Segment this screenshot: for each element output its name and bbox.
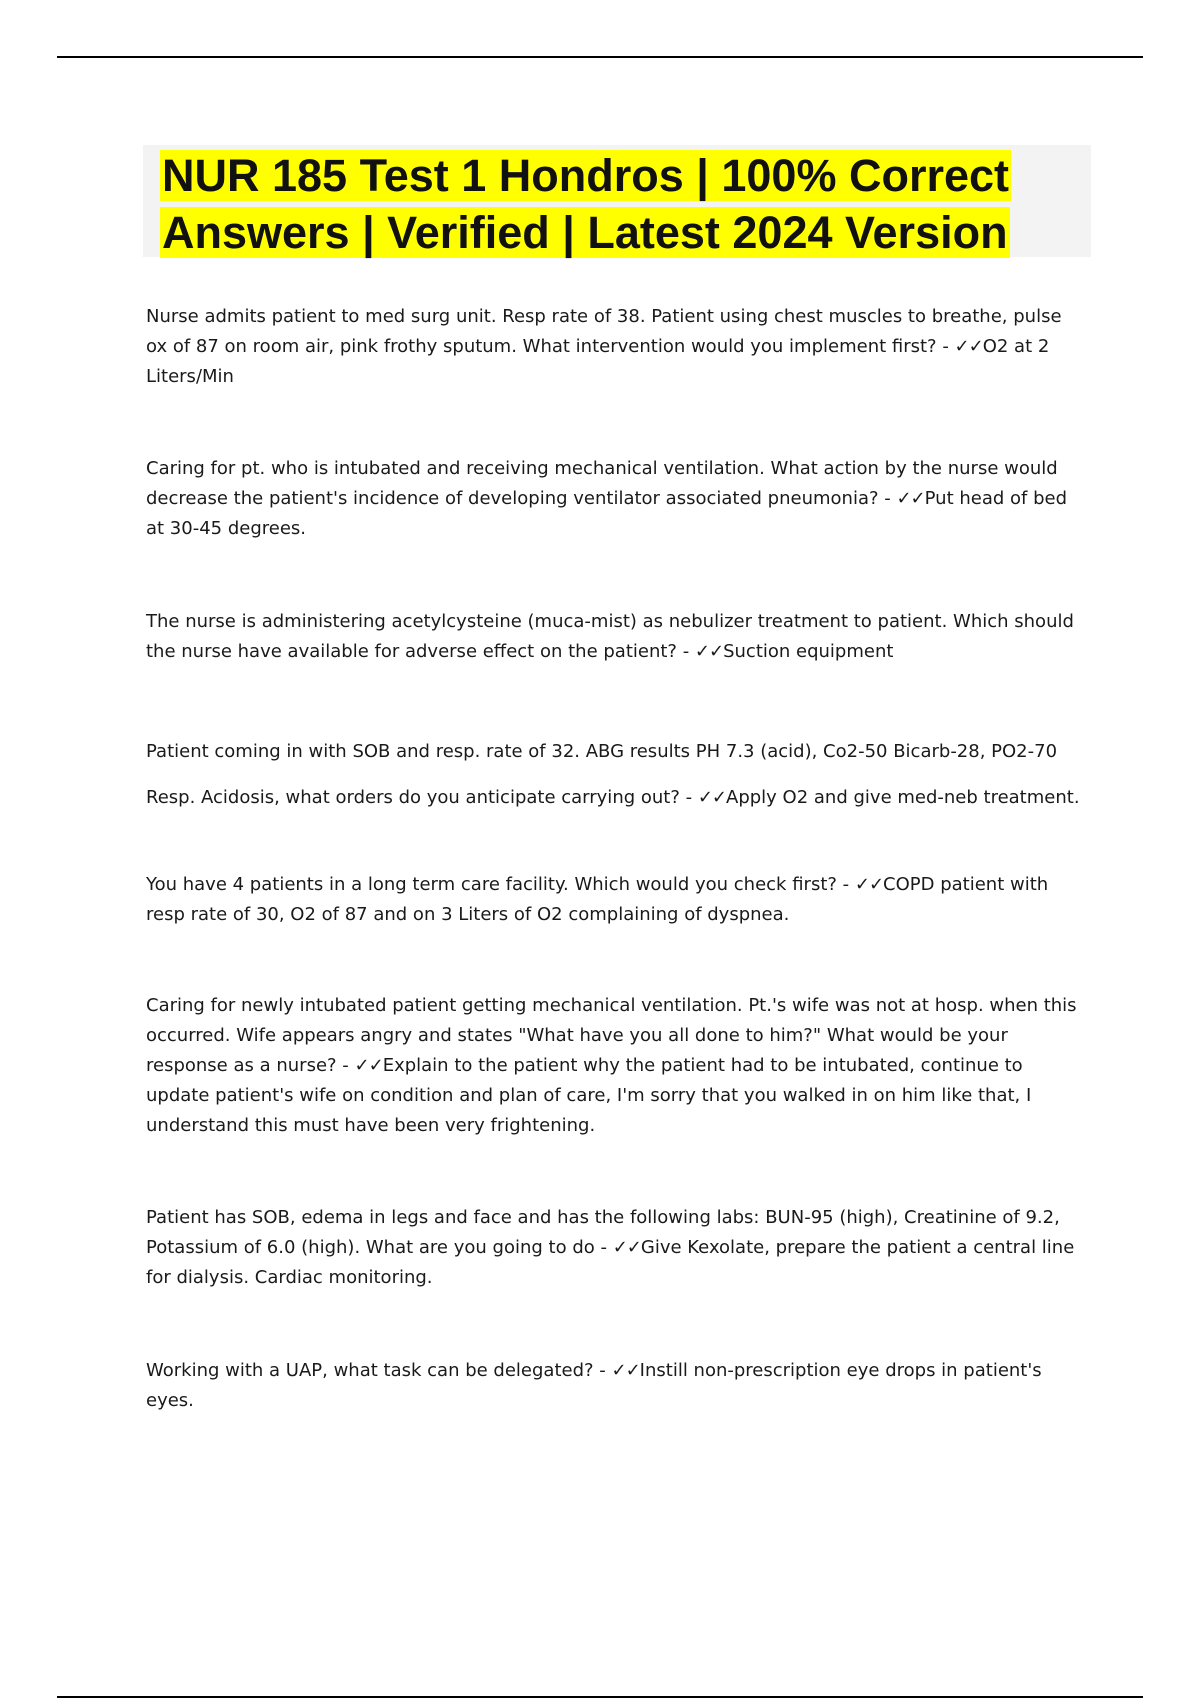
- answer-text: Apply O2 and give med-neb treatment.: [726, 787, 1080, 808]
- question-text-line-1: Patient coming in with SOB and resp. rate of 32. ABG results PH 7.3 (acid), Co2-50 Bicarb-28, PO2-70: [146, 741, 1058, 762]
- question-text: Nurse admits patient to med surg unit. Resp rate of 38. Patient using chest muscles to breathe, pulse ox of 87 on room air, pink frothy sputum. What intervention would you implement first? -: [146, 306, 1062, 357]
- answer-text: Instill non-prescription eye drops in patient's eyes.: [146, 1360, 1042, 1411]
- checkmark-icon: ✓✓: [697, 787, 727, 808]
- question-text: Working with a UAP, what task can be delegated? -: [146, 1360, 612, 1381]
- answer-text: Give Kexolate, prepare the patient a central line for dialysis. Cardiac monitoring.: [146, 1237, 1075, 1288]
- question-text: You have 4 patients in a long term care facility. Which would you check first? -: [146, 874, 855, 895]
- answer-text: Put head of bed at 30-45 degrees.: [146, 488, 1068, 539]
- qa-item-2: [146, 454, 1086, 544]
- document-title: [160, 147, 1080, 261]
- checkmark-icon: ✓✓: [896, 488, 925, 509]
- qa-item-5: [146, 870, 1086, 930]
- qa-item-1: [146, 302, 1086, 392]
- checkmark-icon: ✓✓: [854, 874, 884, 895]
- qa-item-7: [146, 1203, 1086, 1293]
- question-text: Patient has SOB, edema in legs and face and has the following labs: BUN-95 (high), Creatinine of 9.2, Potassium of 6.0 (high). What are you going to do -: [146, 1207, 1060, 1258]
- question-text: Caring for pt. who is intubated and receiving mechanical ventilation. What action by the nurse would decrease the patient's incidence of developing ventilator associated pneumonia? -: [146, 458, 1058, 509]
- top-divider: [57, 56, 1143, 58]
- checkmark-icon: ✓✓: [611, 1360, 640, 1381]
- question-text: Caring for newly intubated patient getting mechanical ventilation. Pt.'s wife was not at hosp. when this occurred. Wife appears angry and states "What have you all done to him?" What would be your response as a nurse? -: [146, 995, 1077, 1076]
- question-text: The nurse is administering acetylcysteine (muca-mist) as nebulizer treatment to patient. Which should the nurse have available for adverse effect on the patient? -: [146, 611, 1074, 662]
- qa-item-6: [146, 991, 1086, 1141]
- qa-item-3: [146, 607, 1086, 667]
- checkmark-icon: ✓✓: [354, 1055, 383, 1076]
- qa-item-8: [146, 1356, 1086, 1416]
- answer-text: O2 at 2 Liters/Min: [146, 336, 1050, 387]
- answer-text: Explain to the patient why the patient had to be intubated, continue to update patient's wife on condition and plan of care, I'm sorry that you walked in on him like that, I understand this must have been very frightening.: [146, 1055, 1032, 1136]
- answer-text: Suction equipment: [723, 641, 894, 662]
- checkmark-icon: ✓✓: [694, 641, 724, 662]
- title-line-2: Answers | Verified | Latest 2024 Version: [162, 207, 1008, 258]
- qa-item-4: [146, 729, 1086, 821]
- bottom-divider: [57, 1696, 1143, 1698]
- title-line-1: NUR 185 Test 1 Hondros | 100% Correct: [162, 150, 1010, 201]
- question-text: Resp. Acidosis, what orders do you anticipate carrying out? -: [146, 787, 698, 808]
- answer-text: COPD patient with resp rate of 30, O2 of 87 and on 3 Liters of O2 complaining of dyspnea.: [146, 874, 1049, 925]
- checkmark-icon: ✓✓: [954, 336, 983, 357]
- checkmark-icon: ✓✓: [612, 1237, 641, 1258]
